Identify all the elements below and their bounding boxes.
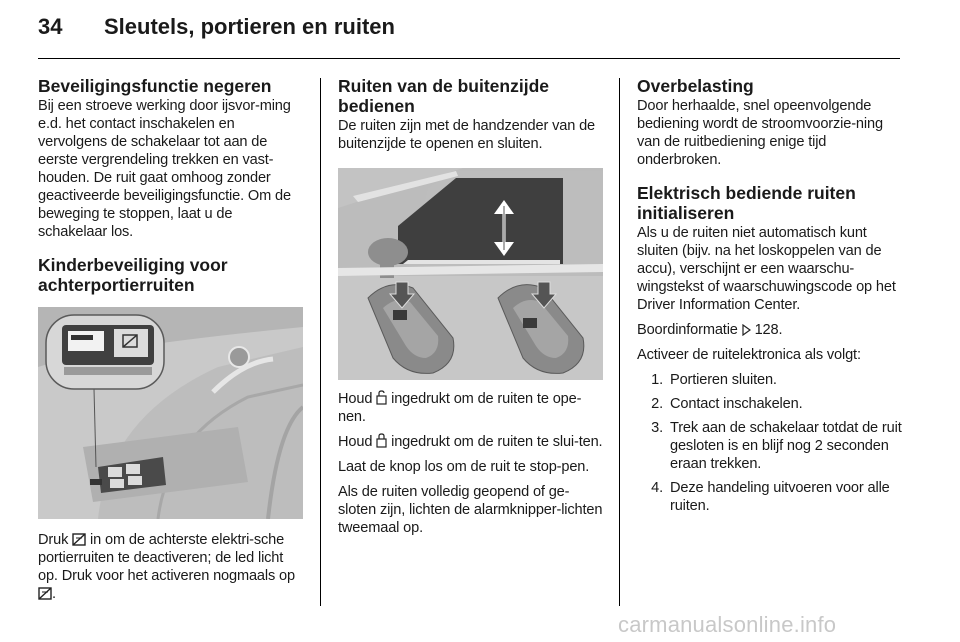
- lock-key-icon: [376, 433, 387, 448]
- heading-ruiten-buitenzijde: Ruiten van de buitenzijde bedienen: [338, 76, 549, 116]
- column-3: [637, 76, 902, 521]
- page-header: [38, 14, 395, 44]
- window-lock-icon: [38, 587, 52, 600]
- heading-overbelasting: Overbelasting: [637, 76, 754, 96]
- column-2: [338, 76, 603, 544]
- list-item: 1. Portieren sluiten.: [651, 372, 777, 388]
- list-item: 3. Trek aan de schakelaar totdat de ruit gesloten is en blijf nog 2 seconden eraan trekken.: [651, 420, 902, 472]
- page-number: 34: [38, 14, 63, 39]
- paragraph: Als u de ruiten niet automatisch kunt sluiten (bijv. na het loskoppelen van de accu), verschijnt er een waarschu-wingstekst of waarschuwingscode op het Driver Information Center.: [637, 225, 896, 313]
- column-divider: [320, 78, 321, 606]
- column-1: [38, 76, 303, 610]
- list-item: 4. Deze handeling uitvoeren voor alle ruiten.: [651, 480, 890, 514]
- paragraph-unlock: Houd ingedrukt om de ruiten te ope-nen.: [338, 391, 582, 425]
- paragraph: Laat de knop los om de ruit te stop-pen.: [338, 459, 590, 475]
- paragraph: De ruiten zijn met de handzender van de buitenzijde te openen en sluiten.: [338, 118, 596, 152]
- heading-kinderbeveiliging: Kinderbeveiliging voor achterportierruiten: [38, 255, 228, 295]
- window-switch-panel-illustration: [38, 307, 303, 519]
- paragraph-childlock: Druk in om de achterste elektri-sche portierruiten te deactiveren; de led licht op. Druk voor het activeren nogmaals op .: [38, 532, 295, 602]
- header-rule: [38, 58, 900, 59]
- watermark: carmanualsonline.info: [618, 612, 837, 637]
- page-reference-arrow-icon: [742, 324, 751, 336]
- paragraph: Activeer de ruitelektronica als volgt:: [637, 347, 861, 363]
- paragraph-lock: Houd ingedrukt om de ruiten te slui-ten.: [338, 434, 603, 450]
- paragraph-reference: Boordinformatie 128.: [637, 322, 783, 338]
- paragraph: Door herhaalde, snel opeenvolgende bediening wordt de stroomvoorzie-ning van de ruitbediening enige tijd onderbroken.: [637, 98, 883, 168]
- paragraph: Bij een stroeve werking door ijsvor-ming e.d. het contact inschakelen en vervolgens de schakelaar tot aan de eerste vergrendeling trekken en vast-houden. De ruit gaat omhoog zonder geactiveerde beveiligingsfunctie. Om de beweging te stoppen, laat u de schakelaar los.: [38, 98, 291, 240]
- page-title: Sleutels, portieren en ruiten: [104, 14, 395, 39]
- window-lock-icon: [72, 533, 86, 546]
- column-divider: [619, 78, 620, 606]
- paragraph: Als de ruiten volledig geopend of ge-sloten zijn, lichten de alarmknipper-lichten tweemaal op.: [338, 484, 603, 536]
- list-item: 2. Contact inschakelen.: [651, 396, 803, 412]
- steps-list: [637, 371, 902, 515]
- unlock-key-icon: [376, 390, 387, 405]
- remote-key-window-illustration: [338, 168, 603, 380]
- heading-initialiseren: Elektrisch bediende ruiten initialiseren: [637, 183, 856, 223]
- heading-beveiligingsfunctie: Beveiligingsfunctie negeren: [38, 76, 272, 96]
